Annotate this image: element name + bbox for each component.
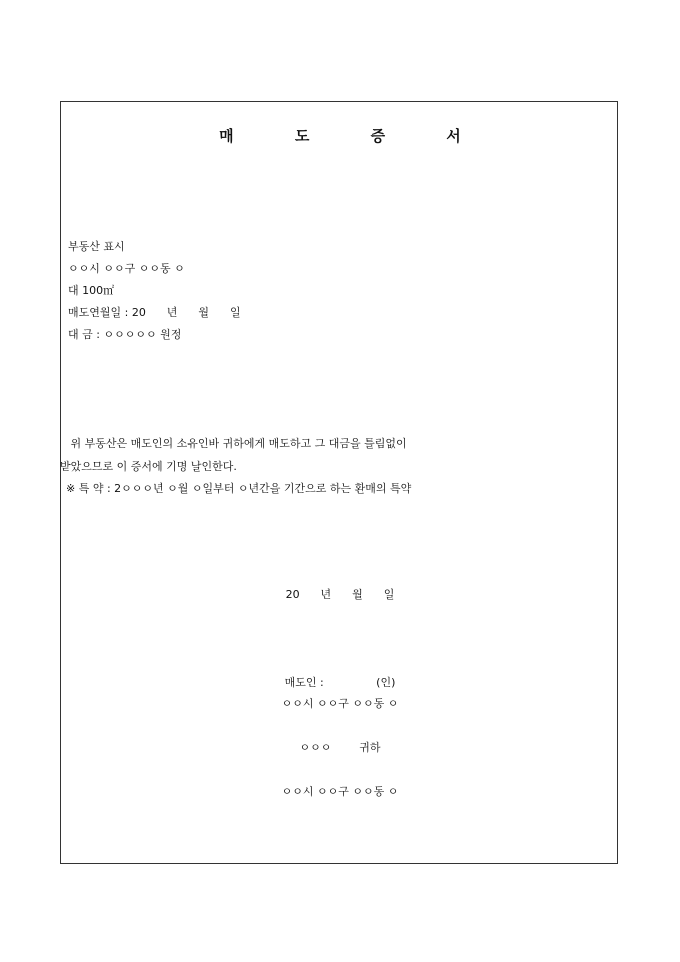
property-address: ㅇㅇ시 ㅇㅇ구 ㅇㅇ동 ㅇ (68, 262, 185, 275)
document-date: 20 년 월 일 (285, 588, 395, 601)
sale-price: 대 금 : ㅇㅇㅇㅇㅇ 원정 (68, 328, 182, 341)
property-heading: 부동산 표시 (68, 240, 125, 253)
property-area: 대 100㎡ (68, 284, 115, 297)
seller-label: 매도인 : (인) (284, 676, 396, 689)
recipient-address: ㅇㅇ시 ㅇㅇ구 ㅇㅇ동 ㅇ (281, 785, 399, 798)
body-line-2: 받았으므로 이 증서에 기명 날인한다. (60, 460, 237, 473)
special-clause: ※ 특 약 : 2ㅇㅇㅇ년 ㅇ월 ㅇ일부터 ㅇ년간을 기간으로 하는 환매의 특약 (66, 482, 412, 495)
recipient-name: ㅇㅇㅇ 귀하 (299, 741, 381, 754)
body-line-1: 위 부동산은 매도인의 소유인바 귀하에게 매도하고 그 대금을 틀림없이 (60, 437, 407, 450)
seller-address: ㅇㅇ시 ㅇㅇ구 ㅇㅇ동 ㅇ (281, 697, 399, 710)
document-title: 매 도 증 서 (219, 127, 489, 145)
sale-date: 매도연월일 : 20 년 월 일 (68, 306, 241, 319)
